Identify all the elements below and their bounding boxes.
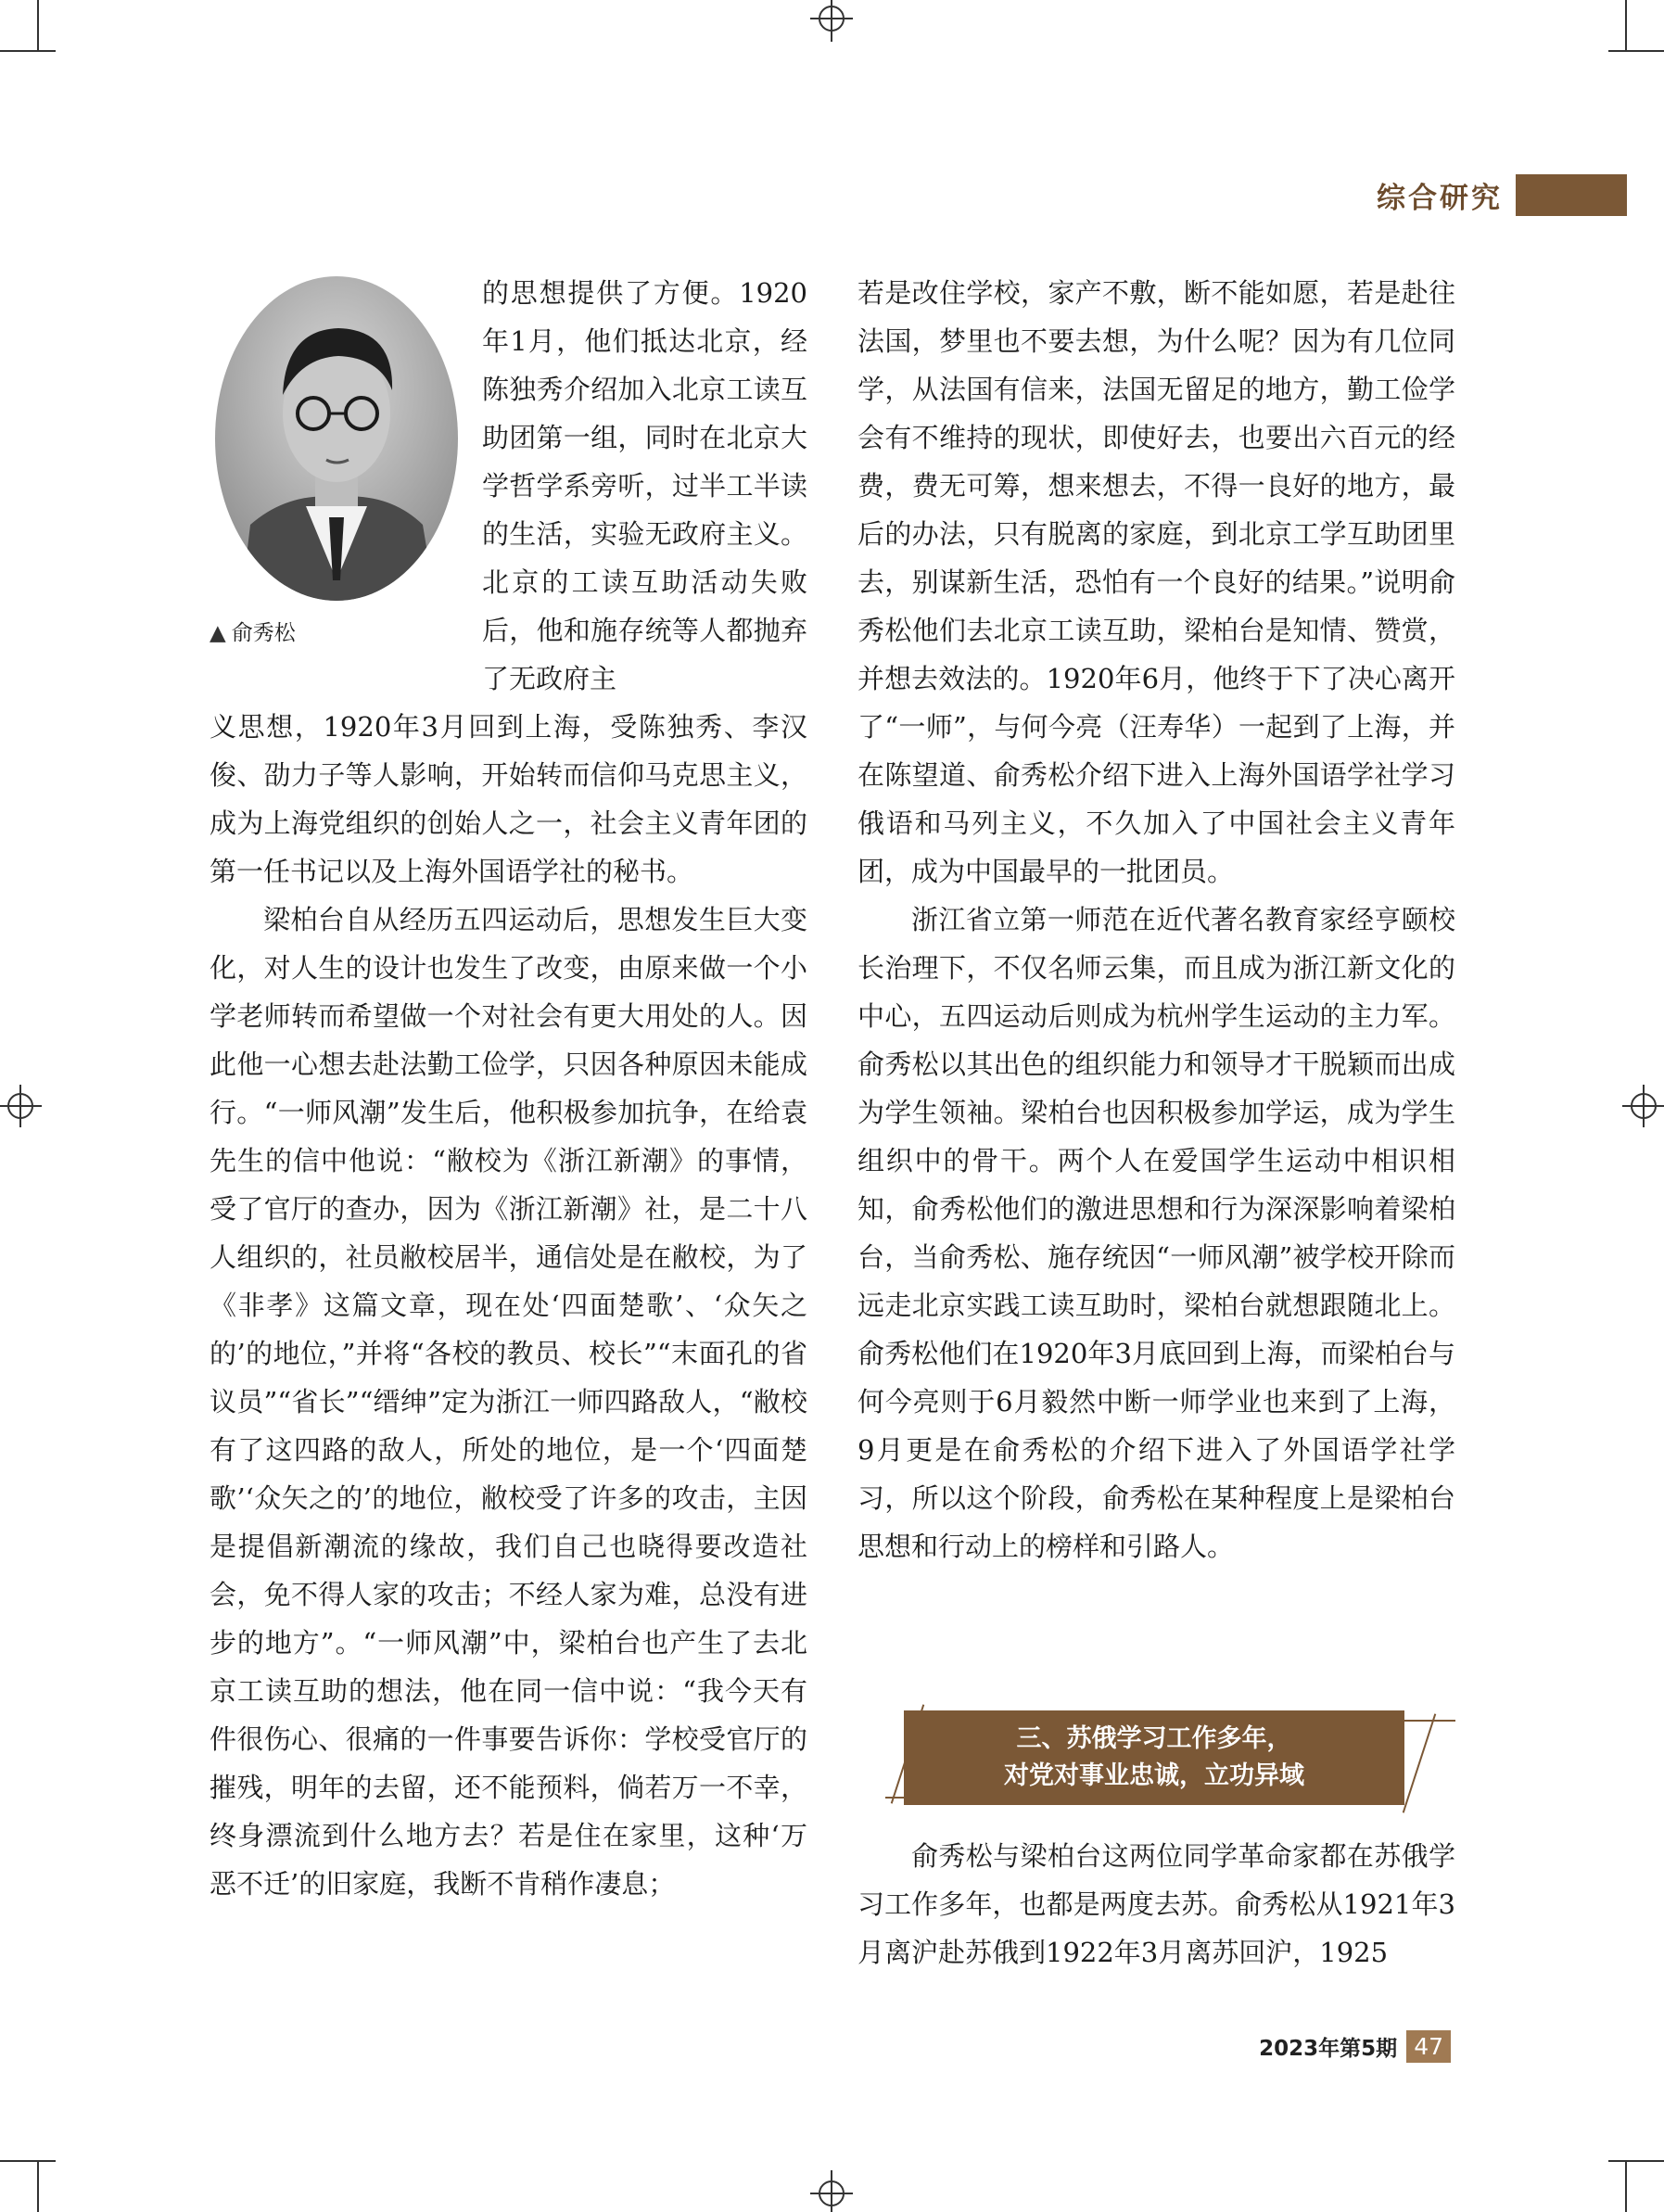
- right-column: [857, 269, 1455, 1570]
- crop-mark: [0, 50, 56, 52]
- heading-slash: [1403, 1713, 1437, 1812]
- subheading: [904, 1710, 1404, 1805]
- page-number: 47: [1406, 2030, 1451, 2063]
- left-column-body: [210, 703, 807, 1908]
- crop-mark: [1608, 2160, 1664, 2162]
- subheading-line: 三、苏俄学习工作多年，: [1016, 1724, 1292, 1753]
- section-label: 综合研究: [1377, 182, 1503, 215]
- paragraph: 的思想提供了方便。1920年1月，他们抵达北京，经陈独秀介绍加入北京工读互助团第一组，同时在北京大学哲学系旁听，过半工半读的生活，实验无政府主义。北京的工读互助活动失败后，他和施存统等人都抛弃了无政府主: [482, 277, 807, 694]
- crop-mark: [37, 0, 39, 50]
- paragraph: 义思想，1920年3月回到上海，受陈独秀、李汉俊、劭力子等人影响，开始转而信仰马克思主义，成为上海党组织的创始人之一，社会主义青年团的第一任书记以及上海外国语学社的秘书。: [210, 711, 807, 887]
- crop-mark: [1625, 0, 1627, 50]
- registration-mark-top: [808, 0, 855, 46]
- crop-mark: [0, 2160, 56, 2162]
- paragraph: 俞秀松与梁柏台这两位同学革命家都在苏俄学习工作多年，也都是两度去苏。俞秀松从1921年3月离沪赴苏俄到1922年3月离苏回沪，1925: [857, 1840, 1455, 1968]
- caption-text: 俞秀松: [231, 621, 296, 645]
- section-header: [1377, 174, 1627, 216]
- issue-label: 2023年第5期: [1259, 2037, 1398, 2061]
- section-bar: [1516, 174, 1627, 216]
- subheading-line: 对党对事业忠诚，立功异域: [1004, 1761, 1304, 1790]
- left-column-top: [482, 269, 807, 703]
- paragraph: 若是改住学校，家产不敷，断不能如愿，若是赴往法国，梦里也不要去想，为什么呢？因为有几位同学，从法国有信来，法国无留足的地方，勤工俭学会有不维持的现状，即使好去，也要出六百元的经费，费无可筹，想来想去，不得一良好的地方，最后的办法，只有脱离的家庭，到北京工学互助团里去，别谋新生活，恐怕有一个良好的结果。”说明俞秀松他们去北京工读互助，梁柏台是知情、赞赏，并想去效法的。1920年6月，他终于下了决心离开了“一师”，与何今亮（汪寿华）一起到了上海，并在陈望道、俞秀松介绍下进入上海外国语学社学习俄语和马列主义，不久加入了中国社会主义青年团，成为中国最早的一批团员。: [857, 277, 1455, 887]
- crop-mark: [1608, 50, 1664, 52]
- registration-mark-right: [1618, 1083, 1664, 1129]
- page-footer: [1259, 2030, 1451, 2063]
- paragraph: 梁柏台自从经历五四运动后，思想发生巨大变化，对人生的设计也发生了改变，由原来做一个小学老师转而希望做一个对社会有更大用处的人。因此他一心想去赴法勤工俭学，只因各种原因未能成行。“一师风潮”发生后，他积极参加抗争，在给袁先生的信中他说：“敝校为《浙江新潮》的事情，受了官厅的查办，因为《浙江新潮》社，是二十八人组织的，社员敝校居半，通信处是在敝校，为了《非孝》这篇文章，现在处‘四面楚歌’、‘众矢之的’的地位，”并将“各校的教员、校长”“末面孔的省议员”“省长”“缙绅”定为浙江一师四路敌人，“敝校有了这四路的敌人，所处的地位，是一个‘四面楚歌’‘众矢之的’的地位，敝校受了许多的攻击，主因是提倡新潮流的缘故，我们自己也晓得要改造社会，免不得人家的攻击；不经人家为难，总没有进步的地方”。“一师风潮”中，梁柏台也产生了去北京工读互助的想法，他在同一信中说：“我今天有件很伤心、很痛的一件事要告诉你：学校受官厅的摧残，明年的去留，还不能预料，倘若万一不幸，终身漂流到什么地方去？若是住在家里，这种‘万恶不迁’的旧家庭，我断不肯稍作凄息；: [210, 904, 807, 1900]
- triangle-icon: ▲: [210, 621, 226, 645]
- paragraph: 浙江省立第一师范在近代著名教育家经亨颐校长治理下，不仅名师云集，而且成为浙江新文化的中心，五四运动后则成为杭州学生运动的主力军。俞秀松以其出色的组织能力和领导才干脱颖而出成为学生领袖。梁柏台也因积极参加学运，成为学生组织中的骨干。两个人在爱国学生运动中相识相知，俞秀松他们的激进思想和行为深深影响着梁柏台，当俞秀松、施存统因“一师风潮”被学校开除而远走北京实践工读互助时，梁柏台就想跟随北上。俞秀松他们在1920年3月底回到上海，而梁柏台与何今亮则于6月毅然中断一师学业也来到了上海，9月更是在俞秀松的介绍下进入了外国语学社学习，所以这个阶段，俞秀松在某种程度上是梁柏台思想和行动上的榜样和引路人。: [857, 904, 1455, 1562]
- crop-mark: [37, 2160, 39, 2212]
- right-column-bottom: [857, 1832, 1455, 1977]
- registration-mark-bottom: [808, 2166, 855, 2212]
- crop-mark: [1625, 2160, 1627, 2212]
- portrait-photo: [213, 274, 460, 603]
- registration-mark-left: [0, 1083, 46, 1129]
- photo-caption: [210, 616, 296, 646]
